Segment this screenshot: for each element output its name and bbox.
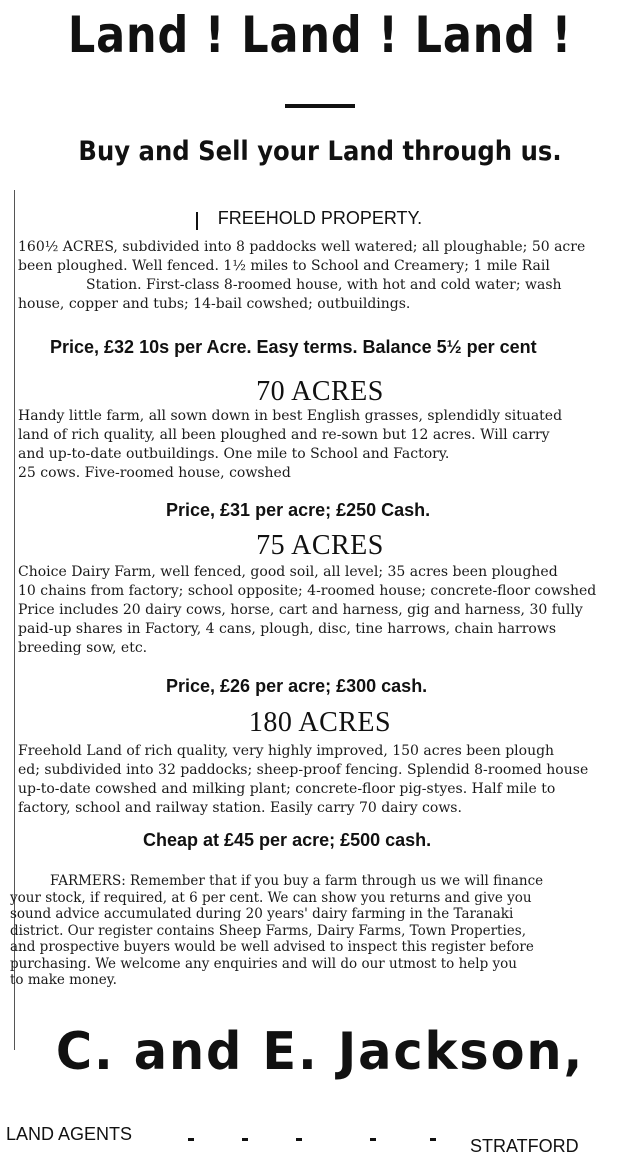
listing-2-line-3: and up-to-date outbuildings. One mile to School and Factory.	[18, 446, 450, 462]
listing-3-line-5: breeding sow, etc.	[18, 640, 148, 656]
listing-4-line-4: factory, school and railway station. Easily carry 70 dairy cows.	[18, 800, 462, 816]
listing-1-body	[18, 238, 624, 314]
notice-line-4: district. Our register contains Sheep Farms, Dairy Farms, Town Properties,	[10, 922, 527, 939]
notice-line-5: and prospective buyers would be well advised to inspect this register before	[10, 939, 534, 955]
listing-1-line-4: house, copper and tubs; 14-bail cowshed; outbuildings.	[18, 296, 411, 312]
footer-dash	[430, 1138, 436, 1141]
footer-dash	[188, 1138, 194, 1141]
firm-name: C. and E. Jackson,	[55, 1022, 585, 1082]
section-label: FREEHOLD PROPERTY.	[217, 208, 423, 228]
listing-2-line-2: land of rich quality, all been ploughed and re-sown but 12 acres. Will carry	[18, 427, 550, 443]
notice-line-1: FARMERS: Remember that if you buy a farm through us we will finance	[50, 873, 544, 889]
listing-4-price: Cheap at £45 per acre; £500 cash.	[143, 830, 432, 850]
farmers-notice	[10, 873, 624, 989]
headline-rule	[285, 104, 355, 108]
listing-3-line-1: Choice Dairy Farm, well fenced, good soil, all level; 35 acres been ploughed	[18, 564, 558, 580]
listing-1-price: Price, £32 10s per Acre. Easy terms. Balance 5½ per cent	[50, 337, 537, 357]
notice-line-3: sound advice accumulated during 20 years' dairy farming in the Taranaki	[10, 906, 514, 922]
listing-4-line-3: up-to-date cowshed and milking plant; concrete-floor pig-styes. Half mile to	[18, 781, 556, 797]
listing-4-line-2: ed; subdivided into 32 paddocks; sheep-proof fencing. Splendid 8-roomed house	[18, 762, 589, 778]
tagline: Buy and Sell your Land through us.	[78, 136, 562, 167]
listing-3-body	[18, 563, 624, 658]
listing-1-line-3: Station. First-class 8-roomed house, with hot and cold water; wash	[86, 277, 562, 293]
listing-4-body	[18, 742, 624, 818]
headline: Land ! Land ! Land !	[67, 6, 573, 64]
listing-3-heading: 75 ACRES	[256, 530, 384, 561]
listing-2-body	[18, 407, 624, 483]
listing-2-price: Price, £31 per acre; £250 Cash.	[166, 500, 431, 520]
listing-3-line-4: paid-up shares in Factory, 4 cans, plough, disc, tine harrows, chain harrows	[18, 621, 557, 637]
footer-dash	[370, 1138, 376, 1141]
footer-left: LAND AGENTS	[6, 1124, 133, 1144]
listing-4-heading: 180 ACRES	[248, 707, 392, 738]
notice-line-6: purchasing. We welcome any enquiries and will do our utmost to help you	[10, 955, 517, 972]
footer-right: STRATFORD	[470, 1136, 579, 1156]
listing-4-line-1: Freehold Land of rich quality, very highly improved, 150 acres been plough	[18, 743, 555, 759]
footer-dash	[296, 1138, 302, 1141]
listing-3-price: Price, £26 per acre; £300 cash.	[166, 676, 428, 696]
listing-3-line-2: 10 chains from factory; school opposite; 4-roomed house; concrete-floor cowshed	[18, 583, 597, 599]
listing-2-heading: 70 ACRES	[256, 376, 384, 407]
listing-2-line-4: 25 cows. Five-roomed house, cowshed	[18, 465, 291, 481]
notice-line-2: your stock, if required, at 6 per cent. We can show you returns and give you	[10, 889, 532, 906]
listing-1-line-1: 160½ ACRES, subdivided into 8 paddocks well watered; all ploughable; 50 acre	[18, 239, 586, 255]
listing-1-line-2: been ploughed. Well fenced. 1½ miles to School and Creamery; 1 mile Rail	[18, 258, 550, 274]
listing-3-line-3: Price includes 20 dairy cows, horse, cart and harness, gig and harness, 30 fully	[18, 602, 583, 618]
notice-line-7: to make money.	[10, 972, 117, 988]
footer-dash	[242, 1138, 248, 1141]
listing-2-line-1: Handy little farm, all sown down in best English grasses, splendidly situated	[18, 408, 563, 424]
